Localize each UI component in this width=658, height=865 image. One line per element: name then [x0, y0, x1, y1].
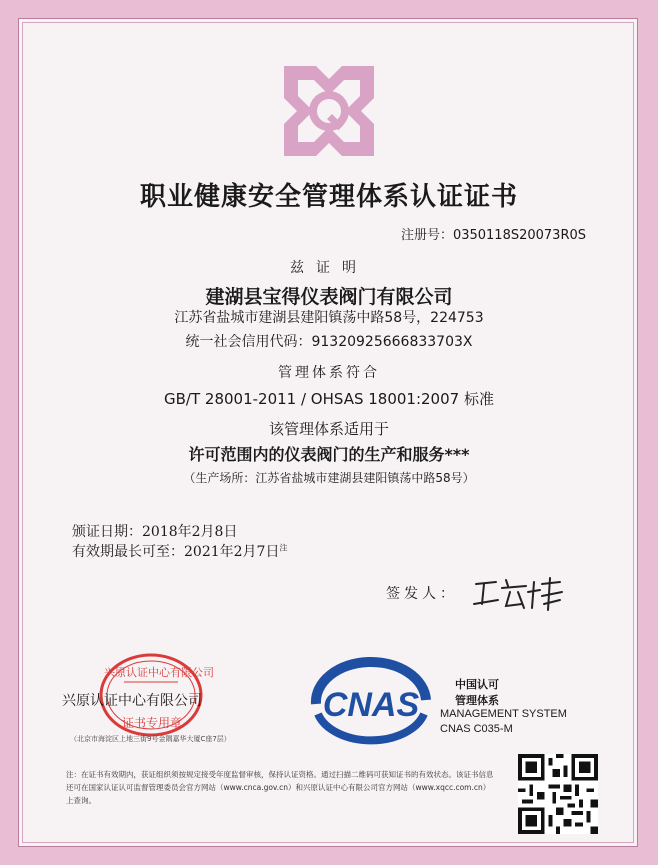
- certificate-title: 职业健康安全管理体系认证证书: [139, 182, 518, 212]
- valid-note-mark: 注: [279, 543, 288, 553]
- company-name: 建湖县宝得仪表阀门有限公司: [205, 286, 453, 308]
- credit-code: 统一社会信用代码：91320925666833703X: [185, 334, 473, 350]
- signature-image: [470, 574, 570, 614]
- cnas-en-1: MANAGEMENT SYSTEM: [440, 708, 567, 720]
- cnas-cn-1: 中国认可: [455, 678, 499, 691]
- issuer-name: 兴原认证中心有限公司: [62, 693, 202, 709]
- valid-until-text: 有效期最长可至：2021年2月7日: [72, 544, 280, 560]
- certification-scope: 许可范围内的仪表阀门的生产和服务***: [188, 445, 470, 464]
- standard-text: GB/T 28001-2011 / OHSAS 18001:2007 标准: [164, 390, 494, 408]
- signer-label: 签发人：: [386, 586, 458, 602]
- qr-code-icon[interactable]: [518, 754, 598, 834]
- applies-label: 该管理体系适用于: [268, 420, 389, 438]
- conforms-label: 管理体系符合: [278, 365, 380, 381]
- valid-until: [72, 541, 287, 561]
- production-site: （生产场所：江苏省盐城市建湖县建阳镇荡中路58号）: [183, 471, 475, 485]
- cnas-cn-2: 管理体系: [455, 694, 499, 707]
- cnas-logo-icon: [306, 656, 436, 750]
- seal-text-top: 兴原认证中心有限公司: [104, 666, 214, 679]
- issue-date: 颁证日期：2018年2月8日: [72, 524, 238, 540]
- seal-text-bottom: 证书专用章: [121, 716, 182, 730]
- cnas-logo-text: CNAS: [322, 686, 420, 724]
- cnas-en-2: CNAS C035-M: [440, 723, 513, 735]
- cq-logo-icon: [276, 58, 382, 164]
- company-address: 江苏省盐城市建湖县建阳镇荡中路58号，224753: [174, 310, 484, 326]
- registration-number: 注册号：0350118S20073R0S: [400, 228, 586, 243]
- footnote: 注：在证书有效期内，获证组织须按规定接受年度监督审核，保持认证资格。通过扫描二维码可获知证书的有效状态。该证书信息还可在国家认证认可监督管理委员会官方网站（www.cnca.gov.cn）和兴原认证中心有限公司官方网站（www.xqcc.com.cn）上查询。: [66, 770, 494, 805]
- issuer-address: （北京市海淀区上地三街9号金隅嘉华大厦C座7层）: [70, 735, 231, 743]
- hereby-label: 兹证明: [290, 260, 368, 276]
